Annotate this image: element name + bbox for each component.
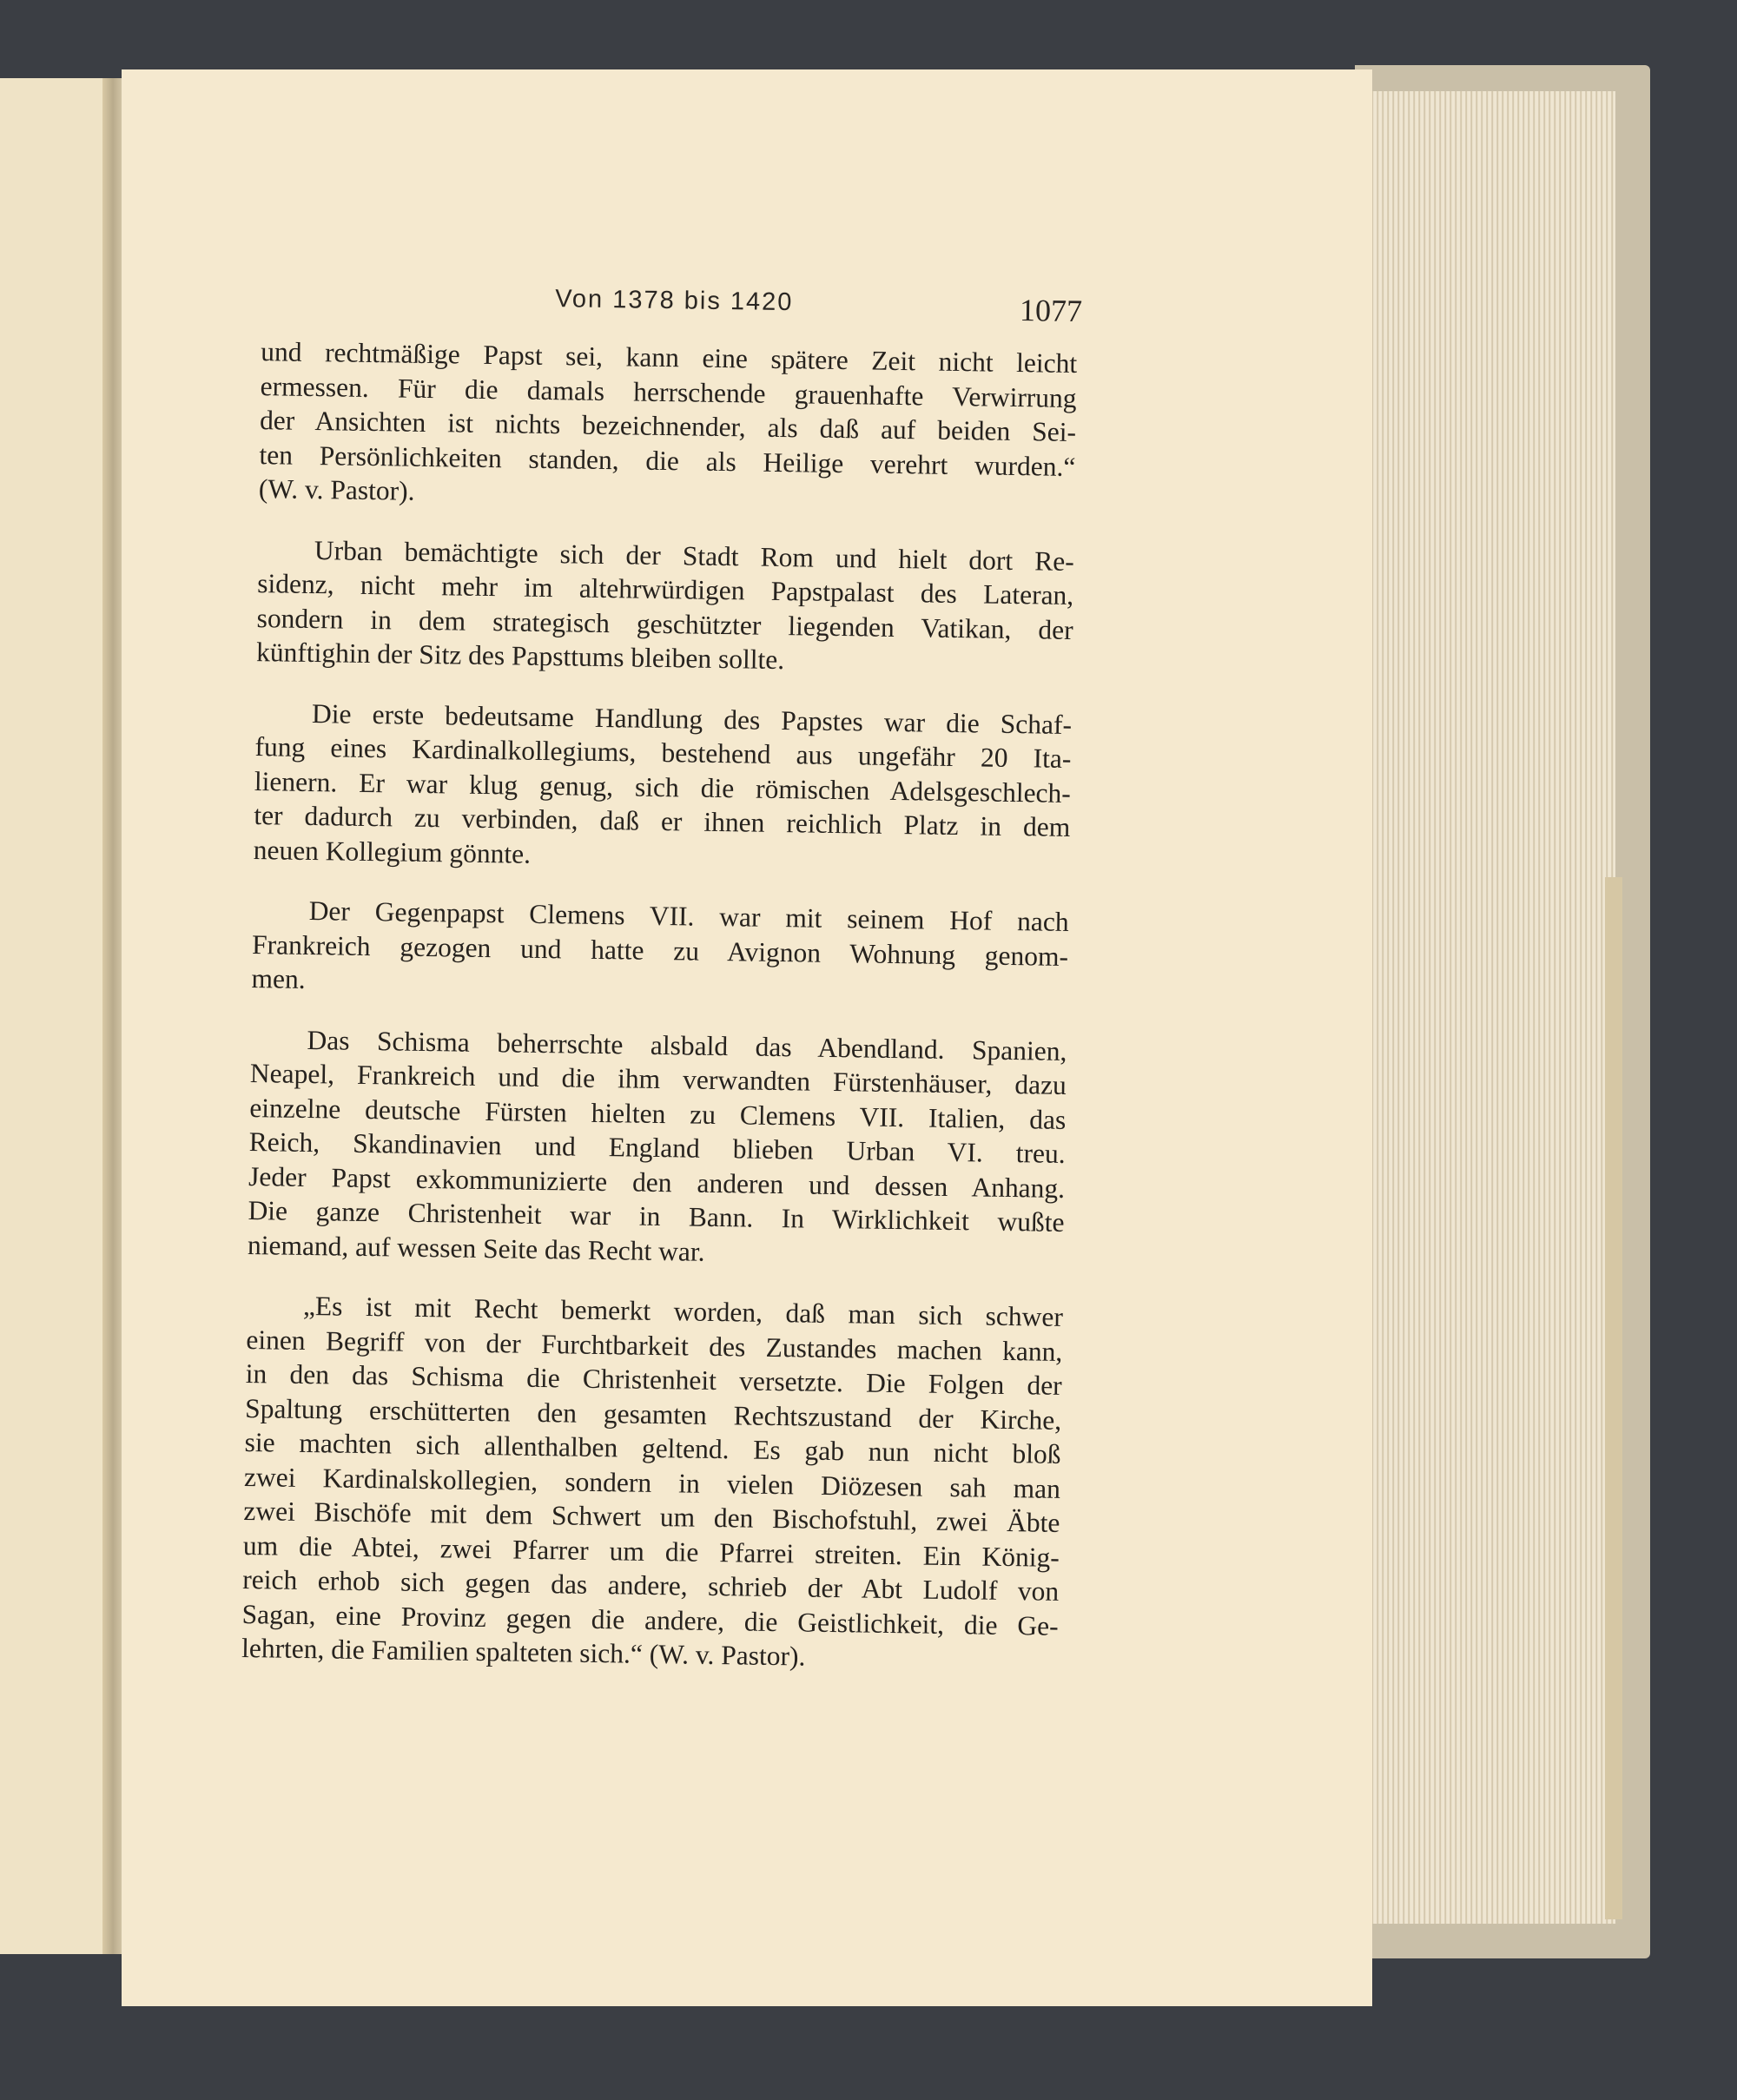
text-line: zwei Kardinalskollegien, sondern in vielen Diözesen sah man <box>243 1461 1061 1504</box>
text-line: Sagan, eine Provinz gegen die andere, die Geistlichkeit, die Ge- <box>241 1598 1059 1641</box>
text-line: sondern in dem strategisch geschützter liegenden Vatikan, der <box>256 602 1073 645</box>
text-line: Frankreich gezogen und hatte zu Avignon Wohnung genom- <box>251 928 1069 972</box>
text-line: reich erhob sich gegen das andere, schrieb der Abt Ludolf von <box>242 1563 1060 1607</box>
text-line: Die ganze Christenheit war in Bann. In Wirklichkeit wußte <box>248 1194 1065 1238</box>
text-line: und rechtmäßige Papst sei, kann eine spätere Zeit nicht leicht <box>261 336 1078 380</box>
text-line: zwei Bischöfe mit dem Schwert um den Bischofstuhl, zwei Äbte <box>243 1495 1060 1538</box>
text-line: (W. v. Pastor). <box>258 473 415 506</box>
text-line: Das Schisma beherrschte alsbald das Abendland. Spanien, <box>307 1024 1067 1067</box>
text-line: sie machten sich allenthalben geltend. Es gab nun nicht bloß <box>244 1426 1061 1469</box>
text-line: ter dadurch zu verbinden, daß er ihnen reichlich Platz in dem <box>254 800 1071 842</box>
text-line: Jeder Papst exkommunizierte den anderen und dessen Anhang. <box>248 1160 1066 1204</box>
text-line: Die erste bedeutsame Handlung des Papstes war die Schaf- <box>311 697 1073 740</box>
text-line: Der Gegenpapst Clemens VII. war mit seinem Hof nach <box>308 895 1069 937</box>
page-number: 1077 <box>1019 293 1083 329</box>
text-line: Reich, Skandinavien und England blieben Urban VI. treu. <box>248 1126 1066 1169</box>
text-line: der Ansichten ist nichts bezeichnender, als daß auf beiden Sei- <box>259 405 1077 448</box>
text-line: Neapel, Frankreich und die ihm verwandten Fürstenhäuser, dazu <box>249 1058 1067 1100</box>
text-line: neuen Kollegium gönnte. <box>253 834 532 869</box>
text-line: künftighin der Sitz des Papsttums bleiben sollte. <box>255 637 785 676</box>
text-line: lehrten, die Familien spalteten sich.“ (W. v. Pastor). <box>241 1632 806 1672</box>
text-line: in den das Schisma die Christenheit versetzte. Die Folgen der <box>245 1357 1062 1401</box>
text-line: ermessen. Für die damals herrschende grauenhafte Verwirrung <box>260 370 1077 413</box>
text-line: sidenz, nicht mehr im altehrwürdigen Papstpalast des Lateran, <box>257 568 1074 611</box>
text-line: „Es ist mit Recht bemerkt worden, daß man sich schwer <box>302 1290 1064 1332</box>
text-line: lienern. Er war klug genug, sich die römischen Adelsgeschlech- <box>254 765 1072 809</box>
text-line: niemand, auf wessen Seite das Recht war. <box>247 1229 705 1267</box>
text-line: Spaltung erschütterten den gesamten Rechtszustand der Kirche, <box>244 1392 1062 1436</box>
text-line: einzelne deutsche Fürsten hielten zu Clemens VII. Italien, das <box>249 1092 1067 1135</box>
text-line: Urban bemächtigte sich der Stadt Rom und hielt dort Re- <box>314 534 1075 577</box>
text-line: men. <box>251 963 306 994</box>
text-line: einen Begriff von der Furchtbarkeit des Zustandes machen kann, <box>246 1324 1063 1367</box>
text-line: ten Persönlichkeiten standen, die als Heilige verehrt wurden.“ <box>259 439 1076 482</box>
text-line: um die Abtei, zwei Pfarrer um die Pfarrei streiten. Ein König- <box>242 1529 1060 1573</box>
text-line: fung eines Kardinalkollegiums, bestehend aus ungefähr 20 Ita- <box>254 731 1072 774</box>
running-title: Von 1378 bis 1420 <box>554 285 794 317</box>
